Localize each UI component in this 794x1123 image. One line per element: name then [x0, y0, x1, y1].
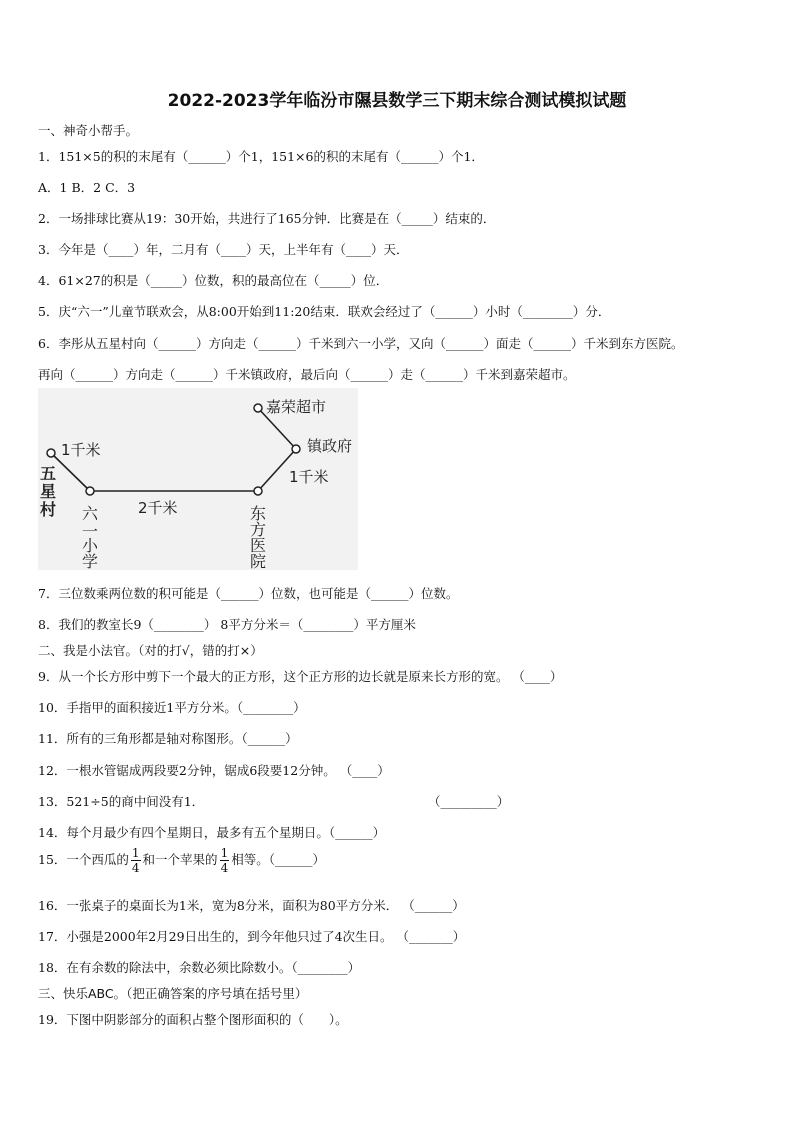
- label-dongfang-4: 院: [250, 552, 267, 570]
- question-8: 8．我们的教室长9（________） 8平方分米＝（________）平方厘米: [38, 617, 416, 632]
- label-wuxing-3: 村: [40, 500, 57, 519]
- point-zhengfu: [292, 445, 300, 453]
- fraction-numerator: 1: [131, 846, 140, 860]
- point-jiarong: [254, 404, 262, 412]
- label-dongfang-3: 医: [250, 536, 267, 555]
- question-1: 1．151×5的积的末尾有（______）个1，151×6的积的末尾有（______）个1．: [38, 149, 484, 164]
- question-17: 17．小强是2000年2月29日出生的，到今年他只过了4次生日。 （_______）: [38, 929, 466, 944]
- question-7: 7．三位数乘两位数的积可能是（______）位数，也可能是（______）位数。: [38, 586, 459, 601]
- label-jiarong: 嘉荣超市: [266, 398, 327, 416]
- label-distance-1: 1千米: [61, 441, 101, 459]
- question-5: 5．庆“六一”儿童节联欢会，从8:00开始到11:20结束．联欢会经过了（______）小时（________）分．: [38, 304, 611, 319]
- label-liuyi-3: 小: [82, 536, 99, 555]
- question-11: 11．所有的三角形都是轴对称图形。（______）: [38, 731, 298, 746]
- label-liuyi-4: 学: [82, 552, 99, 570]
- fraction-quarter-1: [131, 847, 141, 874]
- question-3: 3．今年是（____）年，二月有（____）天，上半年有（____）天．: [38, 242, 409, 257]
- fraction-denominator: 4: [131, 861, 140, 875]
- question-6-line-1: 6．李彤从五星村向（______）方向走（______）千米到六一小学，又向（______）面走（______）千米到东方医院。: [38, 336, 684, 351]
- label-distance-3: 1千米: [289, 468, 329, 486]
- question-9: 9．从一个长方形中剪下一个最大的正方形，这个正方形的边长就是原来长方形的宽。 （____）: [38, 669, 563, 684]
- fraction-denominator: 4: [220, 861, 229, 875]
- label-zhengfu: 镇政府: [307, 437, 353, 455]
- question-15-prefix: 15．一个西瓜的: [38, 852, 129, 867]
- label-wuxing-2: 星: [40, 482, 57, 501]
- question-15-suffix: 相等。（______）: [231, 852, 325, 867]
- page-title: 2022-2023学年临汾市隰县数学三下期末综合测试模拟试题: [167, 91, 627, 111]
- question-16: 16．一张桌子的桌面长为1米，宽为8分米，面积为80平方分米． （______）: [38, 898, 465, 913]
- point-wuxing: [47, 449, 55, 457]
- question-14: 14．每个月最少有四个星期日，最多有五个星期日。（______）: [38, 825, 386, 840]
- point-liuyi: [86, 487, 94, 495]
- question-18: 18．在有余数的除法中，余数必须比除数小。（________）: [38, 960, 361, 975]
- question-19: 19．下图中阴影部分的面积占整个图形面积的（ ）。: [38, 1012, 348, 1027]
- fraction-quarter-2: [220, 847, 230, 874]
- question-1-options: A．1 B．2 C．3: [38, 180, 136, 195]
- question-2: 2．一场排球比赛从19：30开始，共进行了165分钟．比赛是在（_____）结束的．: [38, 211, 496, 226]
- question-6-line-2: 再向（______）方向走（______）千米镇政府，最后向（______）走（______）千米到嘉荣超市。: [38, 367, 576, 382]
- question-12: 12．一根水管锯成两段要2分钟，锯成6段要12分钟。 （____）: [38, 763, 390, 778]
- question-15-middle: 和一个苹果的: [142, 852, 218, 867]
- section-2-heading: 二、我是小法官。（对的打√，错的打×）: [38, 643, 263, 658]
- label-liuyi-1: 六: [82, 504, 99, 523]
- label-dongfang-2: 方: [250, 520, 267, 539]
- fraction-numerator: 1: [220, 846, 229, 860]
- label-dongfang-1: 东: [250, 504, 267, 523]
- section-1-heading: 一、神奇小帮手。: [38, 123, 139, 138]
- label-liuyi-2: 一: [82, 522, 99, 541]
- point-dongfang: [254, 487, 262, 495]
- label-wuxing-1: 五: [40, 464, 57, 483]
- question-15: [38, 847, 325, 874]
- question-13: 13．521÷5的商中间没有1．: [38, 794, 205, 809]
- route-map: [38, 388, 358, 570]
- section-3-heading: 三、快乐ABC。（把正确答案的序号填在括号里）: [38, 986, 308, 1001]
- question-13-blank: （_________）: [428, 794, 510, 809]
- question-10: 10．手指甲的面积接近1平方分米。（________）: [38, 700, 306, 715]
- question-4: 4．61×27的积是（_____）位数，积的最高位在（_____）位．: [38, 273, 389, 288]
- label-distance-2: 2千米: [138, 499, 178, 517]
